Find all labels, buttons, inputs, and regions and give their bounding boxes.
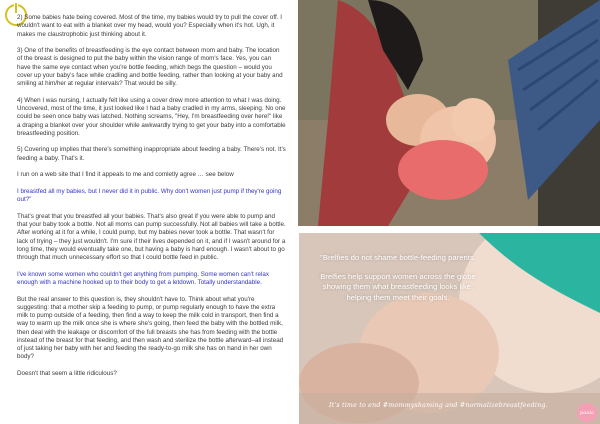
breastfeeding-photo-quote <box>299 233 600 424</box>
article-paragraph: 3) One of the benefits of breastfeeding is the eye contact between mom and baby. The location of the breast is designed to put the baby within the vision range of mom's face. Yes, you can have the same eye contact when you're bottle feeding, which begs the question – would you cover up your baby's face while cradling and bottle feeding, rather than looking at your baby and smiling at him/her at regular intervals? That would be silly. <box>17 47 283 88</box>
article-paragraph: 4) When I was nursing, I actually felt like using a cover drew more attention to what I was doing. Uncovered, most of the time, it just looked like I had a baby cradled in my arms, sleeping. No one could be seen once baby was latched. Nothing screams, "Hey, I'm breastfeeding over here!" like a draping a blanket over your shoulder while awkwardly trying to get your baby into a comfortable breastfeeding position. <box>17 96 286 137</box>
article-paragraph: I run on a web site that I find it appeals to me and comletly agree … see below <box>17 171 234 179</box>
article-paragraph: But the real answer to this question is, they shouldn't have to. Think about what you're suggesting: that a mother skip a feeding to pump, or pump regularly enough to have the extra milk to pump outside of a feeding, then find a way to keep the milk cold in transport, then find a way to warm up the milk once she is where she's going, then feed the baby with the bottled milk, then deal with the leakage or discomfort of the full breasts she has from feeding with the bottle instead of the breast for that feeding, and then wash and sterilize the bottle afterward–all instead of just taking her baby with her and feeding the ready-to-go milk she has on hand in her own body? <box>17 295 284 361</box>
article-paragraph: Doesn't that seem a little ridiculous? <box>17 370 117 378</box>
quote-line: "Brelfies do not shame bottle-feeding parents. <box>320 253 476 262</box>
article-paragraph: That's great that you breastfed all your babies. That's also great if you were able to pump and that your baby took a bottle. Not all moms can pump successfully. Not all babies will take a bottle. After working at it for a while, I could pump, but my babies never took a bottle. That wasn't for lack of trying – they just wouldn't. I'm sure if their lives depended on it, and if I wasn't around for a long time, they would eventually take one, but having a baby is hard enough. I wasn't about to go through that much unnecessary effort so that I could bottle feed in public. <box>17 212 286 262</box>
article-paragraph: 5) Covering up implies that there's something inappropriate about feeding a baby. There's not. It's feeding a baby. That's it. <box>17 146 286 162</box>
article-text-column <box>17 14 286 387</box>
breastfeeding-photo-hammock <box>298 0 600 226</box>
brand-logo: paula <box>577 403 597 422</box>
article-quote-paragraph: I breastfed all my babies, but I never did it in public. Why don't women just pump if they're going out?" <box>17 187 282 204</box>
photo-caption: It's time to end #mommyshaming and #normalizebreastfeeding. <box>329 402 548 409</box>
article-paragraph: 2) Some babies hate being covered. Most of the time, my babies would try to pull the cover off. I wouldn't want to eat with a blanket over my head, would you? Especially when it's hot. Ugh, it makes me claustrophobic just thinking about it. <box>17 14 282 38</box>
quote-line: Brelfies help support women across the globe showing them what breastfeeding looks like, helping them meet their goals. <box>320 271 476 302</box>
article-quote-paragraph: I've known some women who couldn't get anything from pumping. Some women can't relax enough with a machine hooked up to their body to get a letdown. Totally understandable. <box>17 270 269 286</box>
photo-illustration <box>298 0 600 226</box>
quote-overlay <box>313 253 483 311</box>
